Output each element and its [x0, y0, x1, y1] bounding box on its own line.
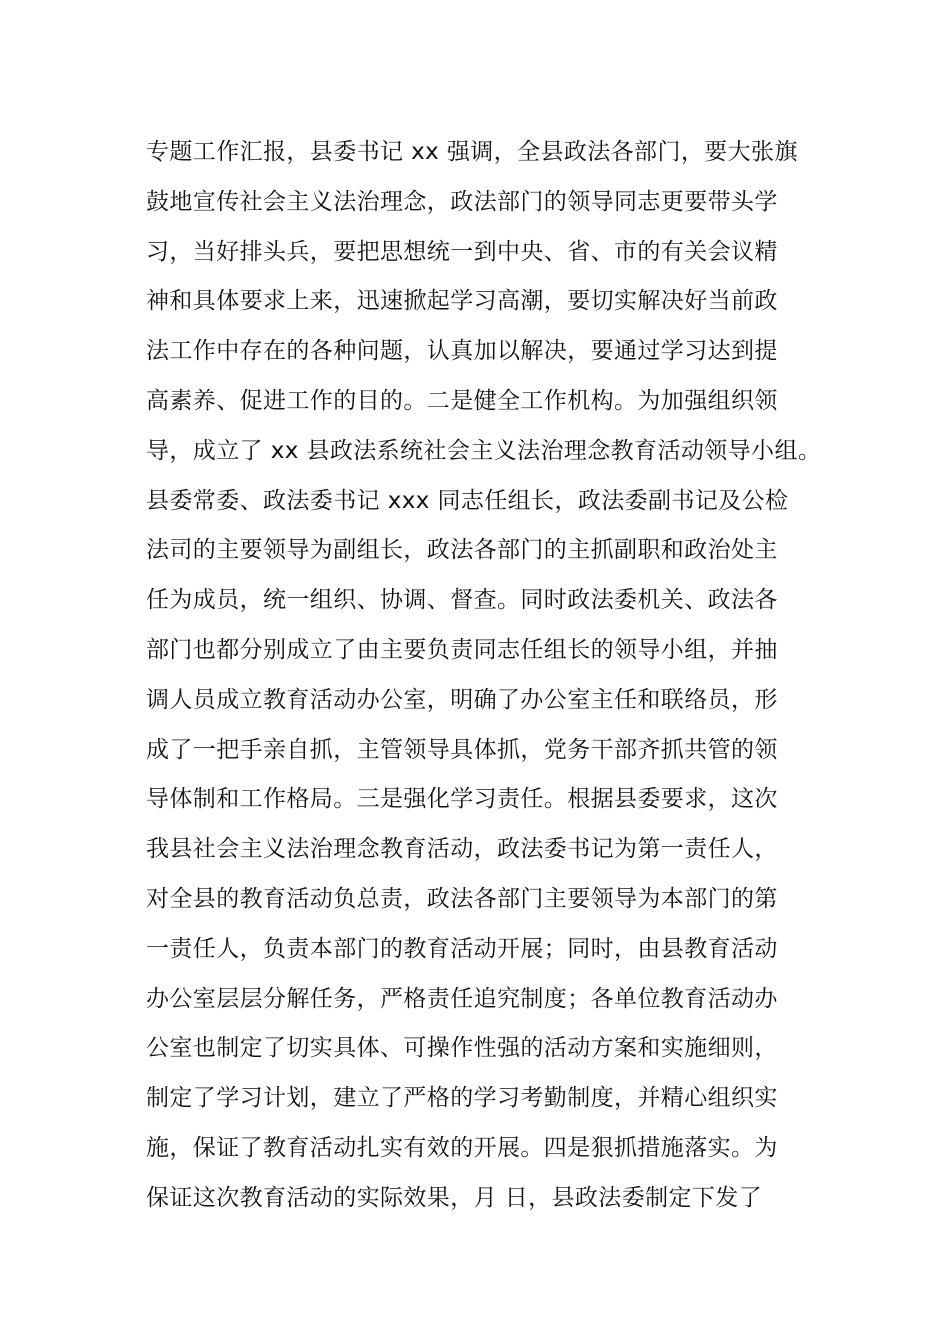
text-line: 导体制和工作格局。三是强化学习责任。根据县委要求，这次	[146, 786, 778, 813]
text-line: 制定了学习计划，建立了严格的学习考勤制度，并精心组织实	[146, 1085, 778, 1112]
text-line: 对全县的教育活动负总责，政法各部门主要领导为本部门的第	[146, 885, 778, 912]
body-paragraph	[146, 128, 836, 1224]
text-line: 习，当好排头兵，要把思想统一到中央、省、市的有关会议精	[146, 238, 778, 265]
text-line: 调人员成立教育活动办公室，明确了办公室主任和联络员，形	[146, 686, 778, 713]
text-line: 一责任人，负责本部门的教育活动开展；同时，由县教育活动	[146, 935, 778, 962]
text-line: 法司的主要领导为副组长，政法各部门的主抓副职和政治处主	[146, 537, 778, 564]
text-line: 法工作中存在的各种问题，认真加以解决，要通过学习达到提	[146, 338, 778, 365]
text-line: 神和具体要求上来，迅速掀起学习高潮，要切实解决好当前政	[146, 288, 778, 315]
text-line: 县委常委、政法委书记 xxx 同志任组长，政法委副书记及公检	[146, 487, 789, 514]
text-line: 施，保证了教育活动扎实有效的开展。四是狠抓措施落实。为	[146, 1134, 778, 1161]
text-line: 成了一把手亲自抓，主管领导具体抓，党务干部齐抓共管的领	[146, 736, 778, 763]
text-line: 高素养、促进工作的目的。二是健全工作机构。为加强组织领	[146, 387, 778, 414]
text-line: 公室也制定了切实具体、可操作性强的活动方案和实施细则，	[146, 1035, 778, 1062]
text-line: 部门也都分别成立了由主要负责同志任组长的领导小组，并抽	[146, 636, 778, 663]
text-line: 任为成员，统一组织、协调、督查。同时政法委机关、政法各	[146, 587, 778, 614]
text-line: 保证这次教育活动的实际效果，月 日，县政法委制定下发了	[146, 1184, 763, 1211]
text-line: 鼓地宣传社会主义法治理念，政法部门的领导同志更要带头学	[146, 188, 778, 215]
text-line: 办公室层层分解任务，严格责任追究制度；各单位教育活动办	[146, 985, 778, 1012]
text-line: 我县社会主义法治理念教育活动，政法委书记为第一责任人，	[146, 836, 778, 863]
text-line: 专题工作汇报，县委书记 xx 强调，全县政法各部门，要大张旗	[146, 139, 798, 165]
text-line: 导，成立了 xx 县政法系统社会主义法治理念教育活动领导小组。	[146, 437, 822, 464]
